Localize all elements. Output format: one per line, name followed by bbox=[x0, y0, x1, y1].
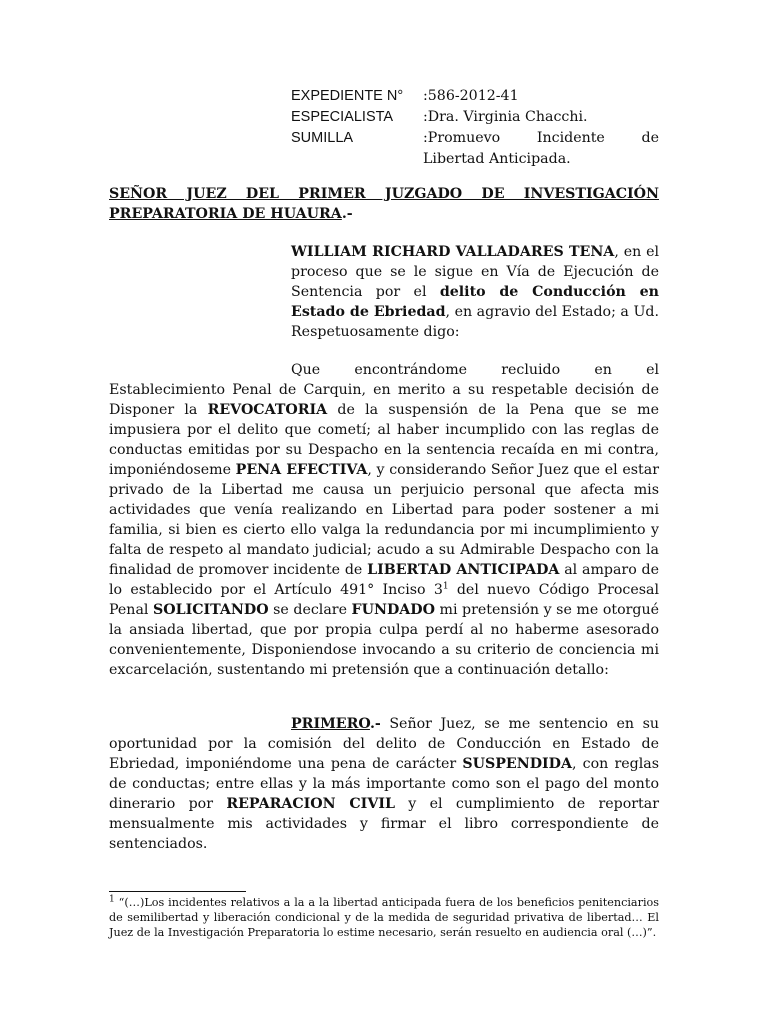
p2-bold-reparacion-civil: REPARACION CIVIL bbox=[226, 796, 395, 812]
especialista-row bbox=[291, 107, 659, 128]
case-header bbox=[291, 86, 659, 170]
expediente-row bbox=[291, 86, 659, 107]
sumilla-value: :Promuevo Incidente de Libertad Anticipada. bbox=[423, 130, 659, 167]
sumilla-label: SUMILLA bbox=[291, 130, 354, 146]
p1-text-5: del nuevo Código Procesal Penal bbox=[109, 582, 659, 618]
footnote-text: “(…)Los incidentes relativos a la a la libertad anticipada fuera de los beneficios penitenciarios de semilibertad y liberación condicional y de la medida de seguridad privativa de libertad… El Juez de la Investigación Preparatoria lo estime necesario, serán resuelto en audiencia oral (…)”. bbox=[109, 896, 659, 939]
p2-text-1: Señor Juez, se me sentencio en su oportunidad por la comisión del delito de Conducción en Estado de Ebriedad, imponiéndome una pena de carácter bbox=[109, 716, 659, 772]
footnote-number: 1 bbox=[109, 894, 115, 905]
p1-text-1: Que encontrándome recluido en el Establecimiento Penal de Carquin, en merito a su respetable decisión de Disponer la bbox=[109, 362, 659, 418]
intro-text-2: , en agravio del Estado; a Ud. Respetuosamente digo: bbox=[291, 304, 659, 340]
footnote-ref: 1 bbox=[442, 581, 449, 592]
p2-text-2: , con reglas de conductas; entre ellas y la más importante como son el pago del monto dinerario por bbox=[109, 756, 659, 812]
intro-text-1: , en el proceso que se le sigue en Vía de Ejecución de Sentencia por el bbox=[291, 244, 660, 300]
addressee-heading bbox=[109, 184, 659, 224]
petitioner-name: WILLIAM RICHARD VALLADARES TENA bbox=[291, 244, 615, 260]
p1-bold-revocatoria: REVOCATORIA bbox=[207, 402, 328, 418]
p1-text-3: , y considerando Señor Juez que el estar privado de la Libertad me causa un perjuicio personal que afecta mis actividades que venía realizando en Libertad para poder sostener a mi familia, si bien es cierto ello valga la redundancia por mi incumplimiento y falta de respeto al mandato judicial; acudo a su Admirable Despacho con la finalidad de promover incidente de bbox=[109, 462, 659, 578]
primero-heading: PRIMERO bbox=[291, 716, 370, 732]
p1-bold-libertad-anticipada: LIBERTAD ANTICIPADA bbox=[367, 562, 560, 578]
intro-paragraph bbox=[291, 242, 659, 342]
especialista-value: :Dra. Virginia Chacchi. bbox=[423, 109, 588, 125]
footnote bbox=[109, 895, 659, 940]
p1-text-7: mi pretensión y se me otorgué la ansiada libertad, que por propia culpa perdí al no haberme asesorado convenientemente, Disponiendose invocando a su criterio de conciencia mi excarcelación, sustentando mi pretensión que a continuación detallo: bbox=[109, 602, 660, 678]
p1-bold-fundado: FUNDADO bbox=[351, 602, 435, 618]
primero-suffix: .- bbox=[369, 716, 381, 732]
p2-text-3: y el cumplimiento de reportar mensualmente mis actividades y firmar el libro correspondiente de sentenciados. bbox=[109, 796, 659, 852]
body-paragraph-1 bbox=[109, 360, 659, 680]
body-paragraph-2 bbox=[109, 714, 659, 854]
p1-bold-solicitando: SOLICITANDO bbox=[153, 602, 269, 618]
sumilla-row bbox=[291, 128, 659, 170]
expediente-label: EXPEDIENTE N° bbox=[291, 88, 404, 104]
p1-text-2: de la suspensión de la Pena que se me impusiera por el delito que cometí; al haber incumplido con las reglas de conductas emitidas por su Despacho en la sentencia recaída en mi contra, imponiéndoseme bbox=[109, 402, 659, 478]
p1-text-6: se declare bbox=[268, 602, 352, 618]
expediente-value: :586-2012-41 bbox=[423, 88, 519, 104]
p1-text-4: al amparo de lo establecido por el Artículo 491° Inciso 3 bbox=[109, 562, 660, 598]
p2-bold-suspendida: SUSPENDIDA bbox=[462, 756, 572, 772]
especialista-label: ESPECIALISTA bbox=[291, 109, 394, 125]
p1-bold-pena-efectiva: PENA EFECTIVA bbox=[235, 462, 368, 478]
footnote-separator bbox=[109, 891, 246, 892]
addressee-text: SEÑOR JUEZ DEL PRIMER JUZGADO DE INVESTIGACIÓN PREPARATORIA DE HUAURA bbox=[109, 186, 659, 222]
addressee-suffix: .- bbox=[341, 206, 353, 222]
offense-name: delito de Conducción en Estado de Ebriedad bbox=[291, 284, 659, 320]
